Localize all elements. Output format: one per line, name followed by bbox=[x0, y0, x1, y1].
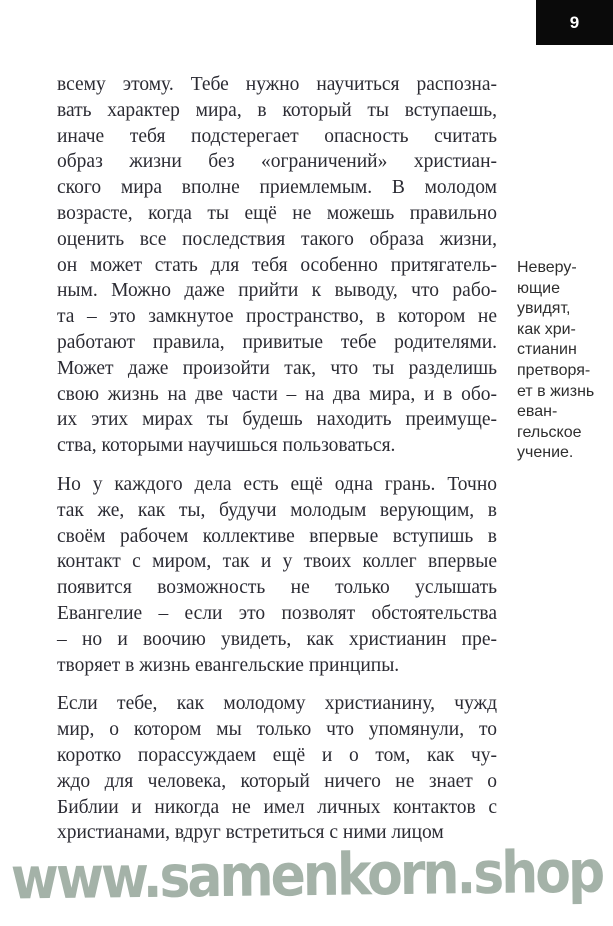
body-text-line: Если тебе, как молодому христианину, чужд bbox=[57, 693, 497, 715]
body-text-line: Библии и никогда не имел личных контактов с bbox=[57, 796, 497, 818]
paragraph bbox=[57, 72, 497, 459]
body-text-line: он может стать для тебя особенно притягатель- bbox=[57, 254, 497, 276]
body-text-line: ства, которыми научишься пользоваться. bbox=[57, 435, 396, 457]
body-text-line: – но и воочию увидеть, как христианин пре- bbox=[57, 628, 497, 650]
body-text-line: вать характер мира, в который ты вступаешь, bbox=[57, 99, 497, 121]
body-text-line: появится возможность не только услышать bbox=[57, 577, 497, 599]
body-text-line: образ жизни без «ограничений» христиан- bbox=[57, 151, 497, 173]
body-text-line: ждо для человека, который ничего не знает о bbox=[57, 770, 497, 792]
body-text-line: ным. Можно даже прийти к выводу, что рабо- bbox=[57, 280, 497, 302]
margin-note-line: еван- bbox=[517, 403, 558, 421]
margin-note-line: гельское bbox=[517, 423, 582, 441]
body-text-line: Евангелие – если это позволят обстоятельства bbox=[57, 602, 497, 624]
margin-note-line: увидят, bbox=[517, 300, 571, 318]
margin-note-line: учение. bbox=[517, 444, 574, 462]
margin-note-line: Неверу- bbox=[517, 259, 577, 276]
body-text-line: так же, как ты, будучи молодым верующим, в bbox=[57, 499, 497, 521]
body-text-line: оценить все последствия такого образа жизни, bbox=[57, 228, 497, 250]
body-text-line: своём рабочем коллективе впервые вступишь в bbox=[57, 525, 497, 547]
body-text-line: ского мира вполне приемлемым. В молодом bbox=[57, 177, 497, 199]
paragraph bbox=[57, 472, 497, 678]
body-text-line: мир, о котором мы только что упомянули, то bbox=[57, 719, 497, 741]
body-text-line: христианами, вдруг встретиться с ними лицом bbox=[57, 822, 444, 844]
margin-note-line: претворя- bbox=[517, 361, 591, 379]
paragraph bbox=[57, 691, 497, 846]
body-text-line: их этих мирах ты будешь находить преимуще- bbox=[57, 409, 497, 431]
body-text-line: Может даже произойти так, что ты разделишь bbox=[57, 357, 497, 379]
body-text-line: свою жизнь на две части – на два мира, и в обо- bbox=[57, 383, 497, 405]
body-text-line: коротко порассуждаем ещё и о том, как чу- bbox=[57, 744, 497, 766]
body-text-line: творяет в жизнь евангельские принципы. bbox=[57, 654, 400, 676]
body-text-line: контакт с миром, так и у твоих коллег впервые bbox=[57, 551, 497, 573]
body-text-line: иначе тебя подстерегает опасность считать bbox=[57, 125, 497, 147]
margin-note-line: как хри- bbox=[517, 320, 576, 338]
page-number: 9 bbox=[569, 12, 580, 32]
margin-note-line: стианин bbox=[517, 341, 577, 359]
body-text-line: работают правила, привитые тебе родителями. bbox=[57, 331, 497, 353]
body-text-column bbox=[57, 72, 497, 846]
body-text-line: Но у каждого дела есть ещё одна грань. Точно bbox=[57, 473, 497, 495]
margin-note-line: ет в жизнь bbox=[517, 382, 595, 400]
body-text-line: та – это замкнутое пространство, в котором не bbox=[57, 306, 497, 328]
body-text-line: возрасте, когда ты ещё не можешь правильно bbox=[57, 202, 497, 224]
body-text-line: всему этому. Тебе нужно научиться распозна- bbox=[57, 74, 497, 95]
watermark: www.samenkorn.shop bbox=[10, 838, 603, 914]
margin-note-line: ющие bbox=[517, 279, 560, 297]
margin-note bbox=[517, 258, 612, 464]
page-number-box bbox=[536, 0, 613, 45]
